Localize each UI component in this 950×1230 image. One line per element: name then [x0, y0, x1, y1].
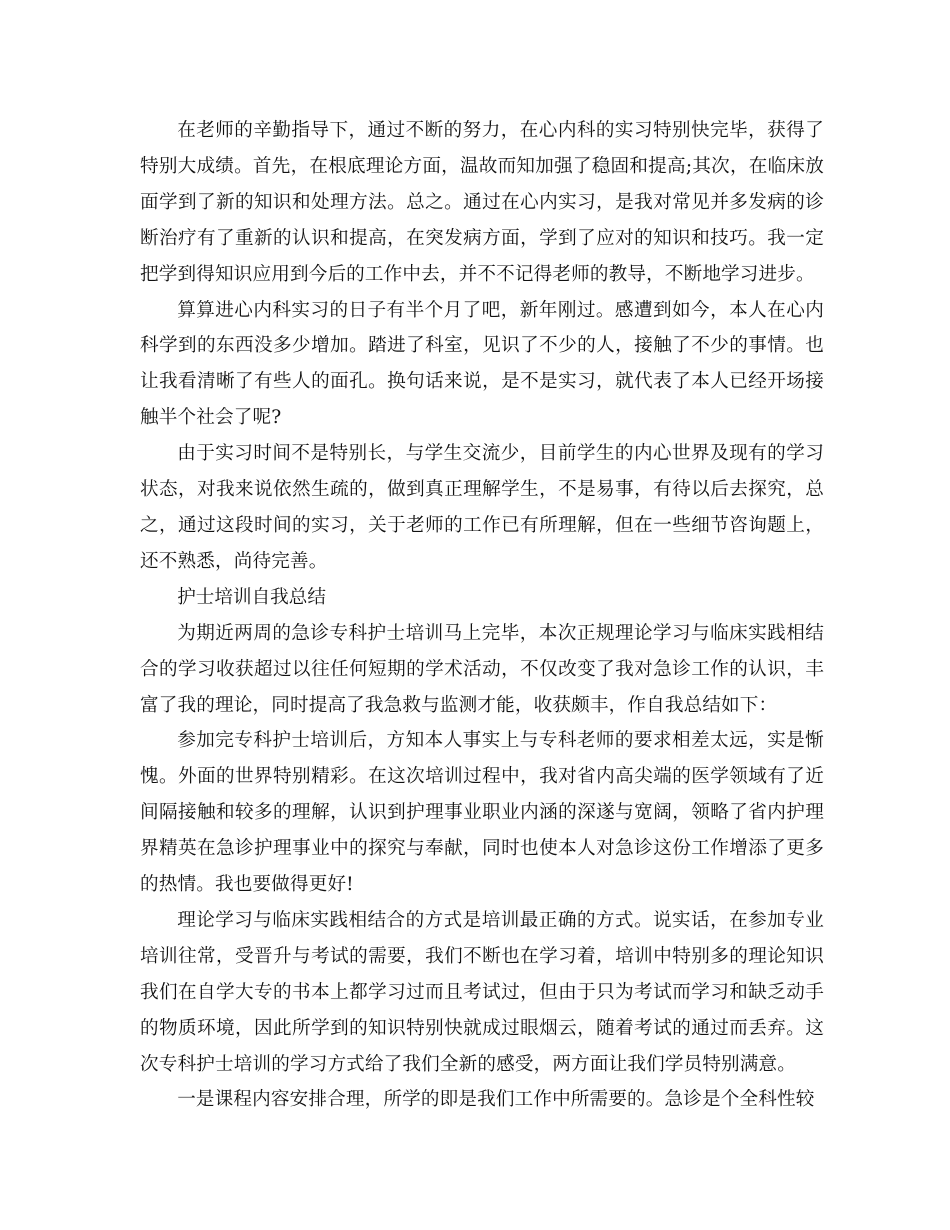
section-paragraph-1: 为期近两周的急诊专科护士培训马上完毕，本次正规理论学习与临床实践相结合的学习收获超过以往任何短期的学术活动，不仅改变了我对急诊工作的认识，丰富了我的理论，同时提高了我急救与监测才能，收获颇丰，作自我总结如下： — [140, 622, 824, 716]
document-body — [140, 113, 824, 1118]
paragraph-1: 在老师的辛勤指导下，通过不断的努力，在心内科的实习特别快完毕，获得了特别大成绩。首先，在根底理论方面，温故而知加强了稳固和提高;其次，在临床放面学到了新的知识和处理方法。总之。通过在心内实习，是我对常见并多发病的诊断治疗有了重新的认识和提高，在突发病方面，学到了应对的知识和技巧。我一定把学到得知识应用到今后的工作中去，并不不记得老师的教导，不断地学习进步。 — [140, 120, 824, 285]
section-paragraph-3: 理论学习与临床实践相结合的方式是培训最正确的方式。说实话，在参加专业培训往常，受晋升与考试的需要，我们不断也在学习着，培训中特别多的理论知识我们在自学大专的书本上都学习过而且考试过，但由于只为考试而学习和缺乏动手的物质环境，因此所学到的知识特别快就成过眼烟云，随着考试的通过而丢弃。这次专科护士培训的学习方式给了我们全新的感受，两方面让我们学员特别满意。 — [140, 909, 824, 1075]
paragraph-3: 由于实习时间不是特别长，与学生交流少，目前学生的内心世界及现有的学习状态，对我来说依然生疏的，做到真正理解学生，不是易事，有待以后去探究，总之，通过这段时间的实习，关于老师的工作已有所理解，但在一些细节咨询题上，还不熟悉，尚待完善。 — [140, 443, 824, 572]
section-title: 护士培训自我总结 — [177, 586, 326, 608]
section-paragraph-4: 一是课程内容安排合理，所学的即是我们工作中所需要的。急诊是个全科性较 — [177, 1089, 815, 1111]
section-paragraph-2: 参加完专科护士培训后，方知本人事实上与专科老师的要求相差太远，实是惭愧。外面的世界特别精彩。在这次培训过程中，我对省内高尖端的医学领域有了近间隔接触和较多的理解，认识到护理事业职业内涵的深遂与宽阔，领略了省内护理界精英在急诊护理事业中的探究与奉献，同时也使本人对急诊这份工作增添了更多的热情。我也要做得更好! — [140, 730, 824, 896]
paragraph-2: 算算进心内科实习的日子有半个月了吧，新年刚过。感遭到如今，本人在心内科学到的东西没多少增加。踏进了科室，见识了不少的人，接触了不少的事情。也让我看清晰了有些人的面孔。换句话来说，是不是实习，就代表了本人已经开场接触半个社会了呢? — [140, 299, 824, 429]
